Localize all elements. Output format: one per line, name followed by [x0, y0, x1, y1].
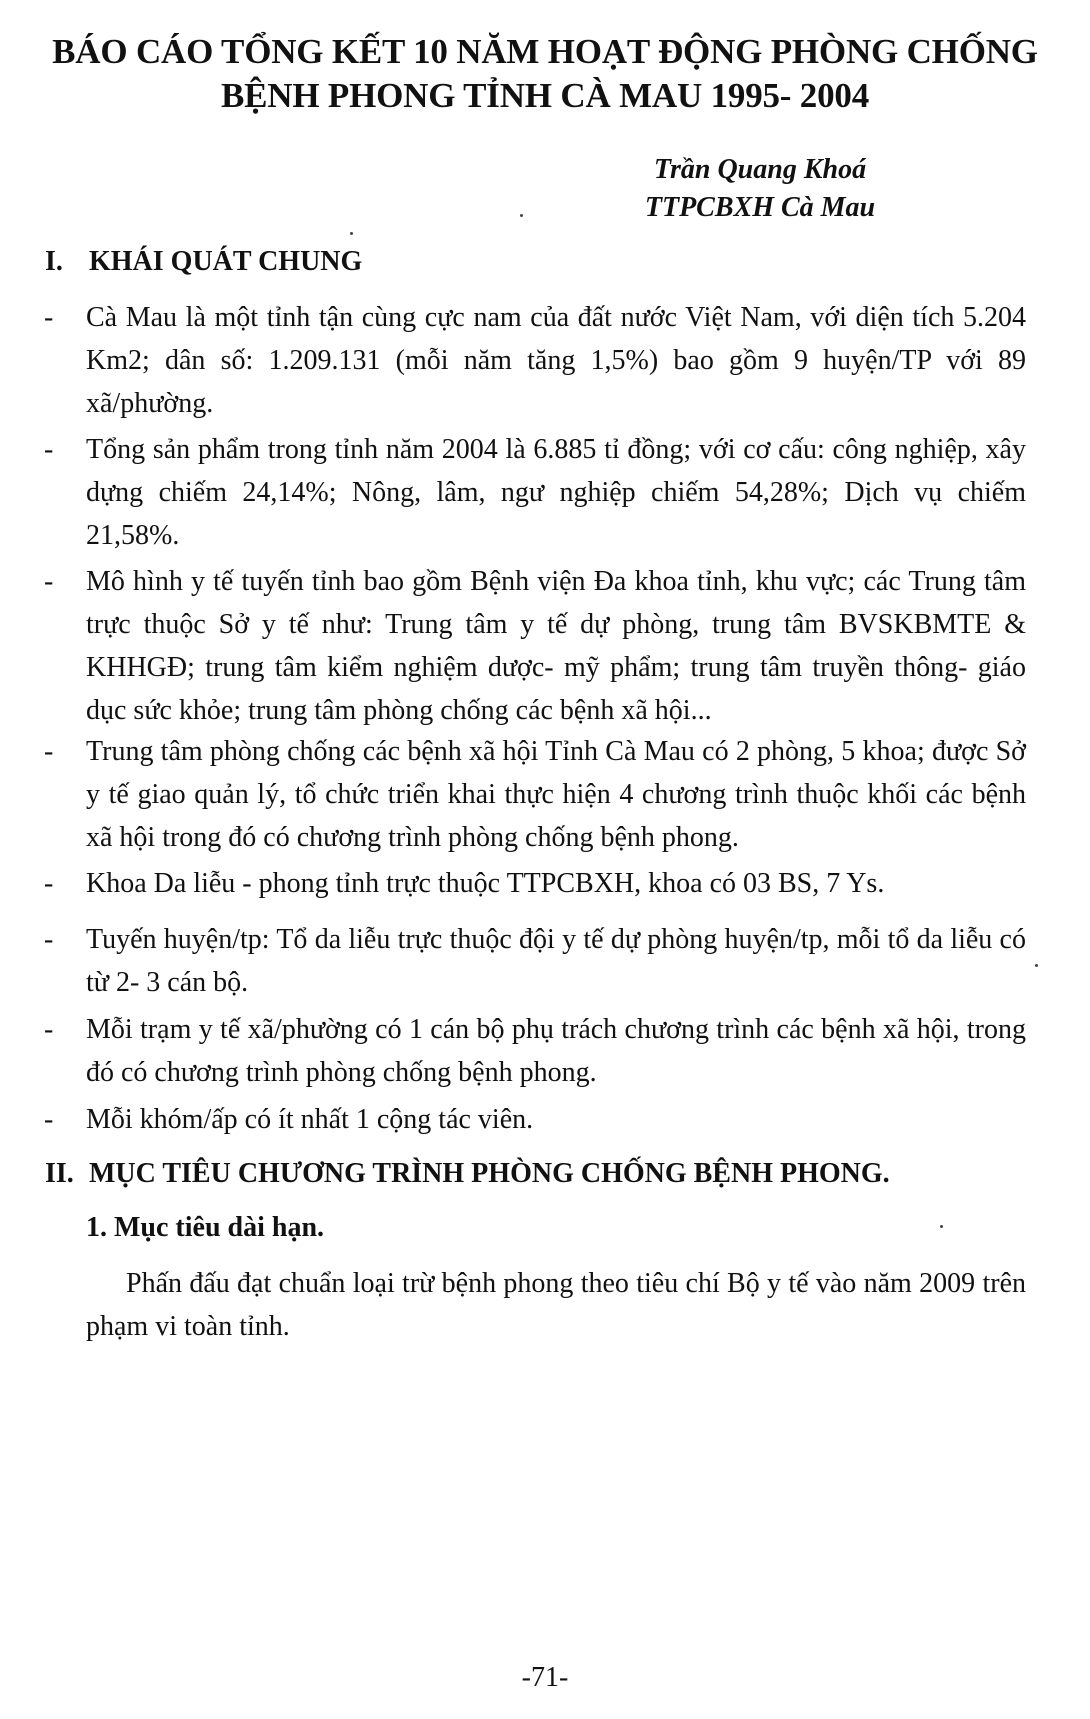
section-2-number: II. — [45, 1158, 74, 1189]
bullet-dash: - — [44, 868, 54, 899]
list-item — [44, 296, 1026, 425]
report-title-line-2: BỆNH PHONG TỈNH CÀ MAU 1995- 2004 — [220, 76, 870, 115]
scan-speck — [940, 1225, 943, 1228]
bullet-text: Cà Mau là một tỉnh tận cùng cực nam của đất nước Việt Nam, với diện tích 5.204 Km2; dân số: 1.209.131 (mỗi năm tăng 1,5%) bao gồm 9 huyện/TP với 89 xã/phường. — [86, 302, 1026, 419]
bullet-dash: - — [44, 566, 54, 597]
bullet-text: Mỗi khóm/ấp có ít nhất 1 cộng tác viên. — [86, 1104, 534, 1135]
section-1-number: I. — [45, 246, 63, 277]
subsection-1-paragraph: Phấn đấu đạt chuẩn loại trừ bệnh phong theo tiêu chí Bộ y tế vào năm 2009 trên phạm vi toàn tỉnh. — [86, 1268, 1026, 1342]
list-item — [44, 428, 1026, 557]
bullet-text: Khoa Da liễu - phong tỉnh trực thuộc TTPCBXH, khoa có 03 BS, 7 Ys. — [86, 868, 885, 899]
bullet-text: Mỗi trạm y tế xã/phường có 1 cán bộ phụ trách chương trình các bệnh xã hội, trong đó có chương trình phòng chống bệnh phong. — [86, 1014, 1026, 1088]
bullet-text: Tuyến huyện/tp: Tổ da liễu trực thuộc đội y tế dự phòng huyện/tp, mỗi tổ da liễu có từ 2- 3 cán bộ. — [86, 924, 1026, 998]
list-item — [44, 918, 1026, 1004]
page-number: -71- — [521, 1662, 569, 1693]
author-organization: TTPCBXH Cà Mau — [644, 192, 876, 223]
subsection-1-heading: 1. Mục tiêu dài hạn. — [86, 1212, 325, 1243]
bullet-dash: - — [44, 434, 54, 465]
bullet-dash: - — [44, 1014, 54, 1045]
author-name: Trần Quang Khoá — [653, 154, 867, 185]
list-item — [44, 862, 1026, 905]
scan-speck — [350, 232, 353, 235]
section-1-title: KHÁI QUÁT CHUNG — [89, 246, 363, 277]
bullet-dash: - — [44, 1104, 54, 1135]
section-2-heading — [45, 1156, 890, 1192]
bullet-text: Mô hình y tế tuyến tỉnh bao gồm Bệnh viện Đa khoa tỉnh, khu vực; các Trung tâm trực thuộc Sở y tế như: Trung tâm y tế dự phòng, trung tâm BVSKBMTE & KHHGĐ; trung tâm kiểm nghiệm dược- mỹ phẩm; trung tâm truyền thông- giáo dục sức khỏe; trung tâm phòng chống các bệnh xã hội... — [86, 566, 1026, 726]
scan-speck — [520, 214, 523, 217]
scan-speck — [1035, 964, 1038, 967]
bullet-dash: - — [44, 302, 54, 333]
section-1-heading — [45, 244, 362, 280]
section-2-title: MỤC TIÊU CHƯƠNG TRÌNH PHÒNG CHỐNG BỆNH PHONG. — [89, 1158, 890, 1189]
bullet-dash: - — [44, 736, 54, 767]
list-item — [44, 730, 1026, 859]
bullet-text: Trung tâm phòng chống các bệnh xã hội Tỉnh Cà Mau có 2 phòng, 5 khoa; được Sở y tế giao quản lý, tổ chức triển khai thực hiện 4 chương trình thuộc khối các bệnh xã hội trong đó có chương trình phòng chống bệnh phong. — [86, 736, 1026, 853]
list-item — [44, 1098, 1026, 1141]
bullet-text: Tổng sản phẩm trong tỉnh năm 2004 là 6.885 tỉ đồng; với cơ cấu: công nghiệp, xây dựng chiếm 24,14%; Nông, lâm, ngư nghiệp chiếm 54,28%; Dịch vụ chiếm 21,58%. — [86, 434, 1026, 551]
list-item — [44, 1008, 1026, 1094]
bullet-dash: - — [44, 924, 54, 955]
report-title-line-1: BÁO CÁO TỔNG KẾT 10 NĂM HOẠT ĐỘNG PHÒNG CHỐNG — [52, 32, 1038, 71]
list-item — [44, 560, 1026, 732]
